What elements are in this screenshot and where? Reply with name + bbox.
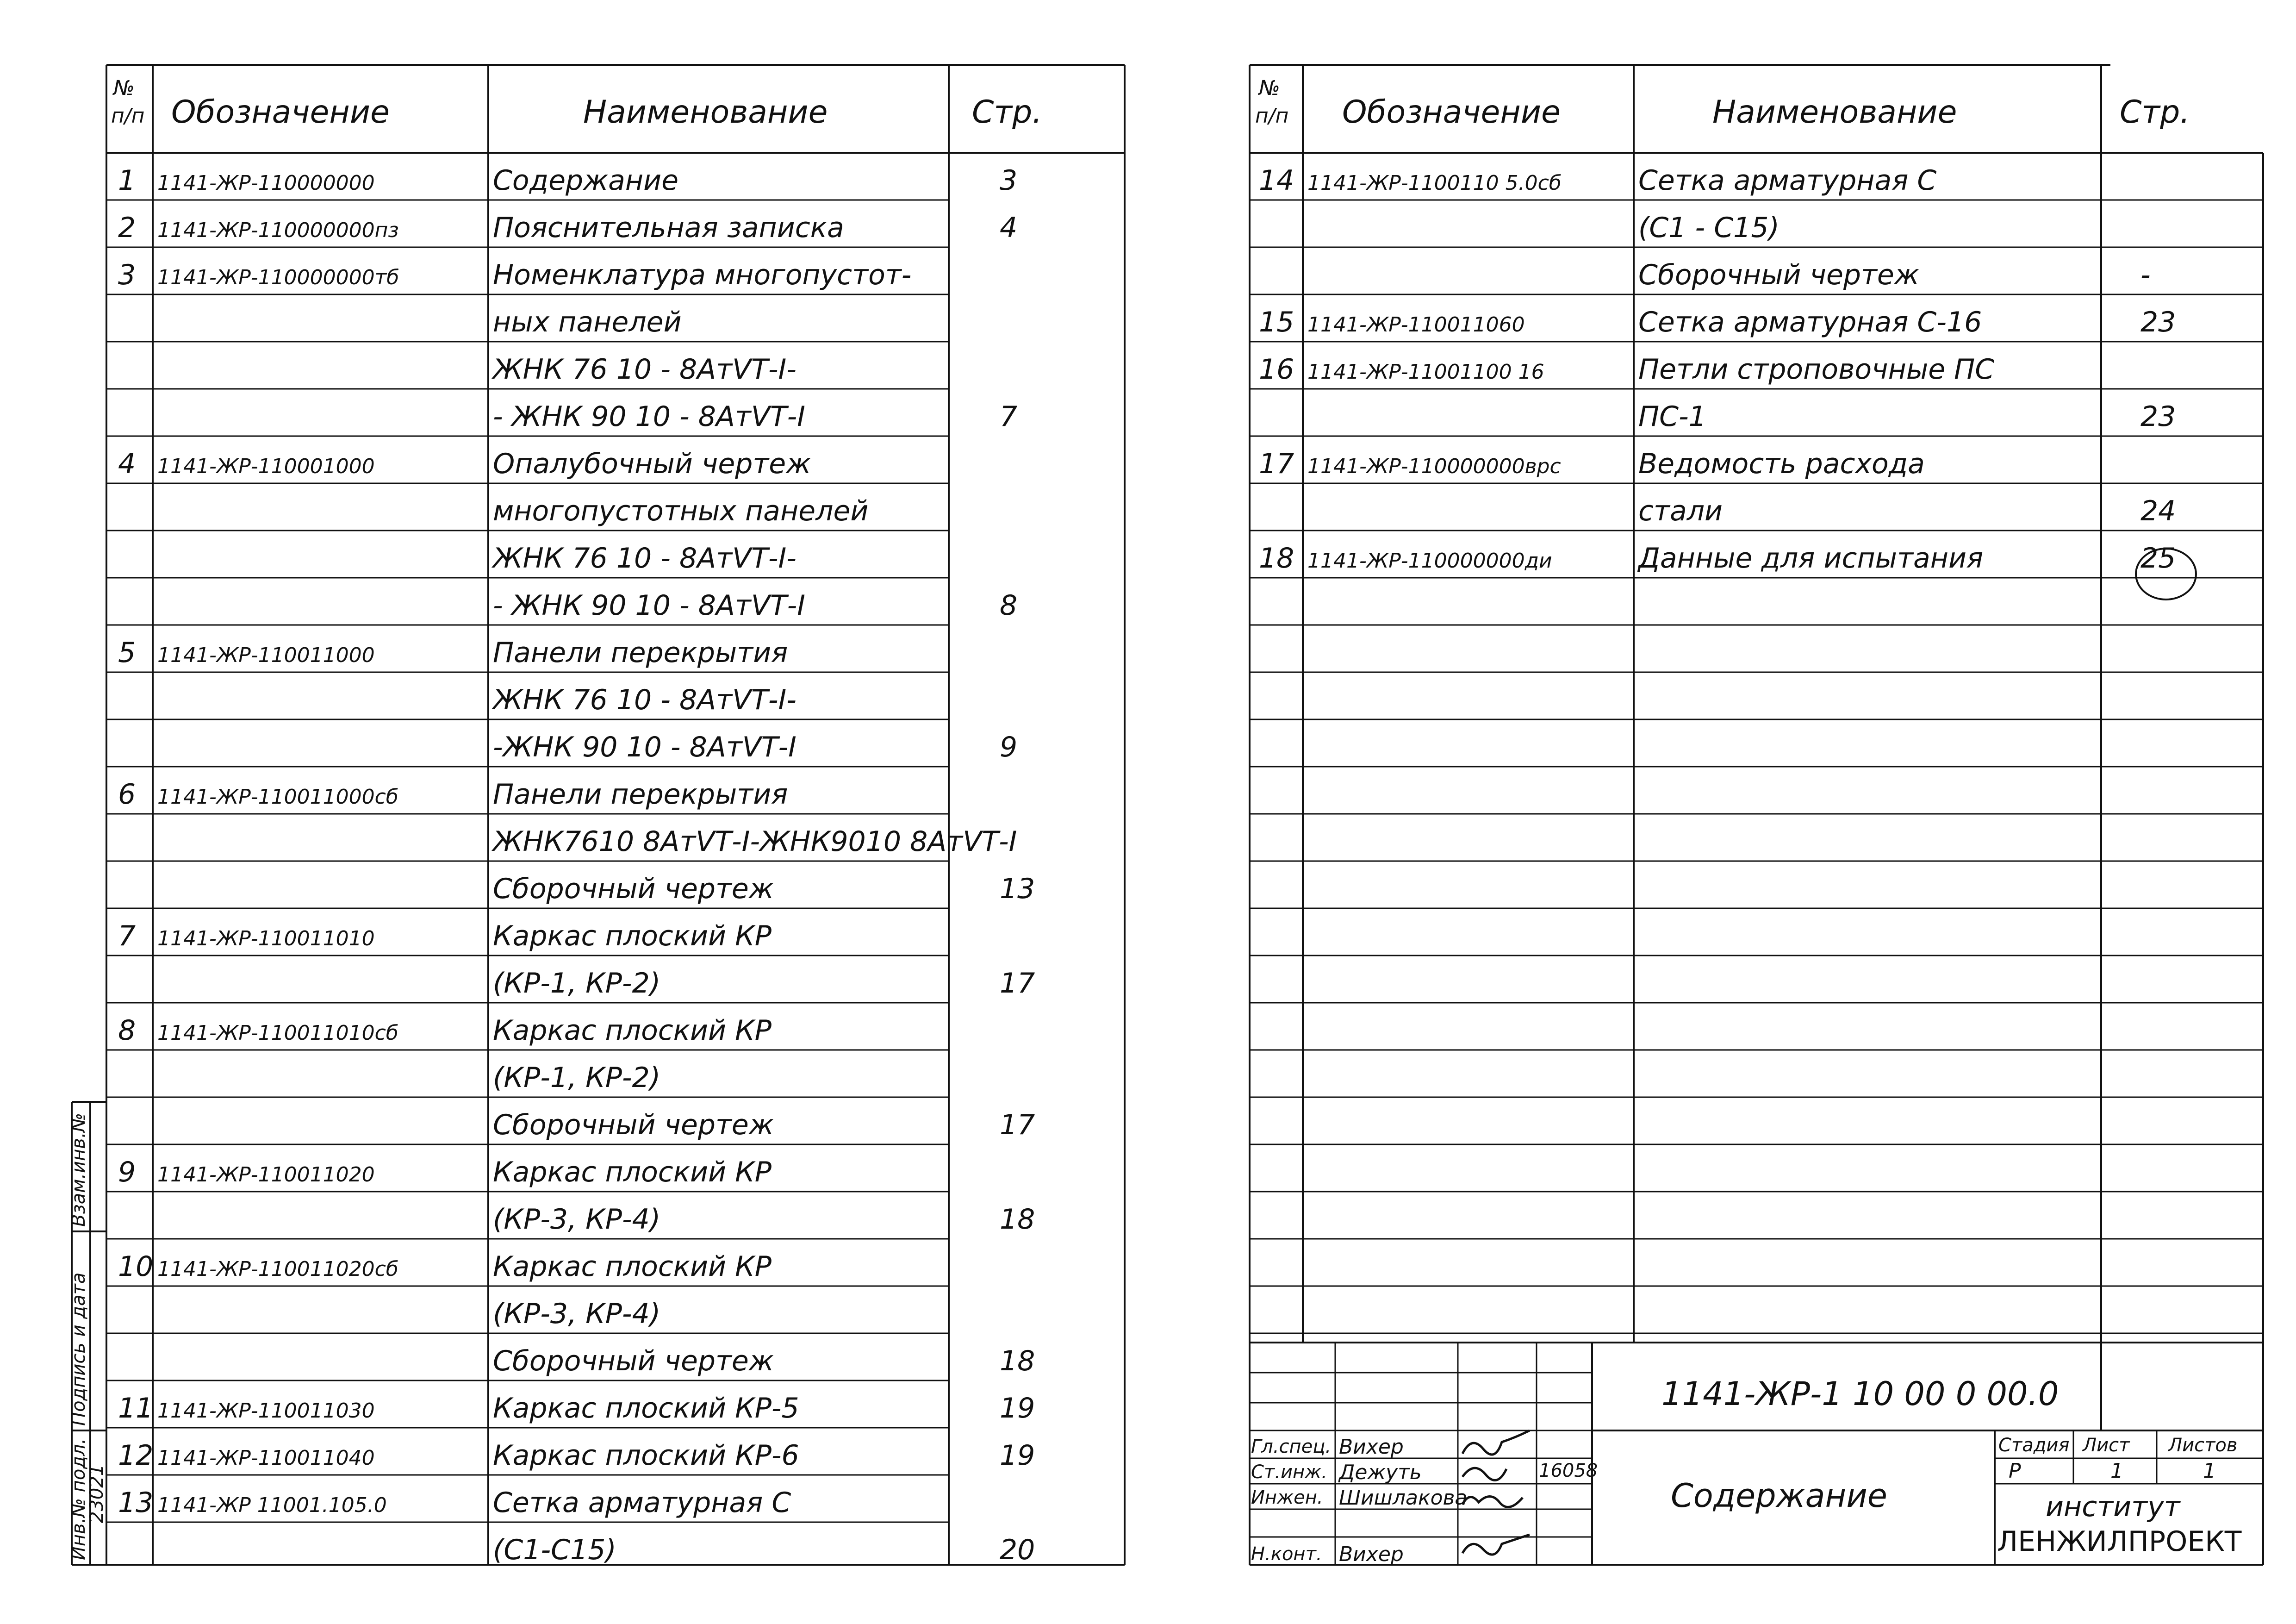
row-name: Каркас плоский КР [493, 1250, 772, 1283]
stage-value: Р [2009, 1459, 2021, 1483]
row-number: 7 [118, 920, 136, 952]
row-designation: 1141-ЖР-11001100 16 [1307, 360, 1544, 384]
row-name: - ЖНК 90 10 - 8АтⅤТ-I [493, 400, 805, 433]
row-designation: 1141-ЖР-110000000тб [157, 266, 399, 289]
row-name: ных панелей [493, 306, 682, 338]
signatory-role: Инжен. [1251, 1487, 1323, 1508]
sheet-label: Лист [2083, 1435, 2130, 1456]
row-name: ПС-1 [1638, 400, 1706, 433]
row-number: 2 [118, 212, 136, 244]
signatory-date: 16058 [1539, 1460, 1598, 1481]
row-name: - ЖНК 90 10 - 8АтⅤТ-I [493, 589, 805, 622]
drawing-code: 1141-ЖР-1 10 00 0 00.0 [1661, 1375, 2059, 1413]
row-name: (С1 - С15) [1638, 212, 1780, 244]
side-stamp-replace-label: Взам.инв.№ [68, 1112, 89, 1227]
row-designation: 1141-ЖР-1100110 5.0сб [1307, 171, 1562, 195]
left-header-num-bottom: п/п [111, 104, 145, 128]
row-number: 9 [118, 1156, 136, 1188]
row-designation: 1141-ЖР-110000000ди [1307, 549, 1552, 573]
row-name: (КР-1, КР-2) [493, 967, 661, 999]
right-header-designation: Обозначение [1342, 94, 1561, 131]
row-number: 17 [1259, 448, 1294, 480]
row-page: 13 [1000, 873, 1035, 905]
row-page: 19 [1000, 1392, 1035, 1424]
right-table-headers [1255, 76, 2190, 131]
right-header-name: Наименование [1712, 94, 1957, 131]
row-designation: 1141-ЖР-110011040 [157, 1446, 375, 1470]
row-name: (КР-1, КР-2) [493, 1062, 661, 1094]
row-page: 18 [1000, 1203, 1035, 1236]
row-name: Петли строповочные ПС [1638, 353, 1995, 386]
row-page: 23 [2140, 400, 2176, 433]
row-name: Сборочный чертеж [1638, 259, 1919, 291]
signatory-role: Н.конт. [1251, 1543, 1322, 1565]
row-name: Сетка арматурная С-16 [1638, 306, 1982, 338]
signatory-role: Ст.инж. [1251, 1462, 1327, 1483]
signature-strokes [1462, 1430, 1530, 1555]
row-number: 13 [118, 1487, 154, 1519]
sheets-value: 1 [2203, 1459, 2216, 1483]
row-page: 25 [2140, 542, 2176, 575]
row-name: Содержание [493, 164, 679, 197]
row-name: -ЖНК 90 10 - 8АтⅤТ-I [493, 731, 796, 763]
row-designation: 1141-ЖР-110011000 [157, 643, 375, 667]
row-name: Сетка арматурная С [1638, 164, 1937, 197]
row-designation: 1141-ЖР-110011060 [1307, 313, 1525, 337]
row-name: ЖНК 76 10 - 8АтⅤТ-I- [493, 542, 796, 575]
row-page: 17 [1000, 1109, 1035, 1141]
row-designation: 1141-ЖР-110000000 [157, 171, 375, 195]
row-name: (С1-С15) [493, 1534, 616, 1566]
signatory-role: Гл.спец. [1251, 1436, 1332, 1457]
row-designation: 1141-ЖР-110000000пз [157, 219, 399, 242]
row-number: 10 [118, 1250, 154, 1283]
row-name: Каркас плоский КР [493, 1014, 772, 1047]
row-number: 8 [118, 1014, 136, 1047]
row-name: стали [1638, 495, 1723, 527]
row-name: Ведомость расхода [1638, 448, 1925, 480]
row-name: Сборочный чертеж [493, 1345, 774, 1377]
row-designation: 1141-ЖР-110011020сб [157, 1257, 398, 1281]
institute-name: ЛЕНЖИЛПРОЕКТ [1997, 1525, 2242, 1558]
row-name: Каркас плоский КР [493, 1156, 772, 1188]
row-designation: 1141-ЖР-110011020 [157, 1163, 375, 1187]
row-designation: 1141-ЖР-110011010сб [157, 1021, 398, 1045]
row-name: Опалубочный чертеж [493, 448, 811, 480]
sheets-label: Листов [2168, 1435, 2238, 1456]
row-number: 12 [118, 1439, 154, 1472]
stage-label: Стадия [1998, 1435, 2070, 1456]
row-page: 17 [1000, 967, 1035, 999]
row-page: - [2140, 259, 2151, 291]
row-name: (КР-3, КР-4) [493, 1203, 661, 1236]
row-page: 23 [2140, 306, 2176, 338]
row-name: Сетка арматурная С [493, 1487, 791, 1519]
institute-label: институт [2046, 1491, 2180, 1523]
sheet-value: 1 [2110, 1459, 2123, 1483]
side-stamp-signature-label: Подпись и дата [68, 1272, 89, 1426]
row-number: 15 [1259, 306, 1294, 338]
drawing-title: Содержание [1671, 1477, 1887, 1515]
row-name: Пояснительная записка [493, 212, 844, 244]
row-designation: 1141-ЖР-110011030 [157, 1399, 375, 1423]
signatory-name: Вихер [1339, 1543, 1404, 1566]
left-header-name: Наименование [583, 94, 828, 131]
row-page: 19 [1000, 1439, 1035, 1472]
row-name: ЖНК 76 10 - 8АтⅤТ-I- [493, 353, 796, 386]
row-name: Каркас плоский КР [493, 920, 772, 952]
row-designation: 1141-ЖР 11001.105.0 [157, 1493, 387, 1517]
row-name: ЖНК7610 8АтⅤТ-I-ЖНК9010 8АтⅤТ-I [493, 825, 1017, 858]
svg-text:п/п: п/п [1255, 104, 1289, 128]
signatories [1251, 1435, 1598, 1566]
row-page: 8 [1000, 589, 1018, 622]
row-designation: 1141-ЖР-110011000сб [157, 785, 398, 809]
row-name: Номенклатура многопустот- [493, 259, 912, 291]
row-page: 9 [1000, 731, 1018, 763]
left-header-num-top: № [113, 76, 135, 100]
row-page: 18 [1000, 1345, 1035, 1377]
row-name: (КР-3, КР-4) [493, 1298, 661, 1330]
left-table-rows [118, 164, 1035, 1566]
left-table-headers [111, 76, 1042, 131]
row-name: Панели перекрытия [493, 778, 788, 811]
row-designation: 1141-ЖР-110001000 [157, 455, 375, 478]
row-number: 11 [118, 1392, 154, 1424]
row-name: Сборочный чертеж [493, 1109, 774, 1141]
row-designation: 1141-ЖР-110011010 [157, 927, 375, 950]
right-table-rows [1259, 164, 2176, 575]
row-name: Панели перекрытия [493, 637, 788, 669]
right-header-page: Стр. [2120, 94, 2190, 131]
row-page: 3 [1000, 164, 1018, 197]
row-name: Сборочный чертеж [493, 873, 774, 905]
side-stamp-inv-label: Инв.№ подл. [68, 1438, 89, 1560]
row-number: 3 [118, 259, 136, 291]
row-number: 1 [118, 164, 136, 197]
row-number: 18 [1259, 542, 1294, 575]
row-designation: 1141-ЖР-110000000врс [1307, 455, 1561, 478]
row-page: 24 [2140, 495, 2176, 527]
svg-text:№: № [1259, 76, 1280, 100]
row-number: 16 [1259, 353, 1294, 386]
row-page: 4 [1000, 212, 1018, 244]
row-page: 7 [1000, 400, 1018, 433]
row-name: многопустотных панелей [493, 495, 869, 527]
row-name: Данные для испытания [1638, 542, 1984, 575]
left-header-designation: Обозначение [171, 94, 390, 131]
signatory-name: Вихер [1339, 1435, 1404, 1459]
row-name: Каркас плоский КР-6 [493, 1439, 799, 1472]
row-number: 5 [118, 637, 136, 669]
row-number: 14 [1259, 164, 1294, 197]
row-name: Каркас плоский КР-5 [493, 1392, 799, 1424]
side-stamp-inv-number: 23021 [86, 1464, 107, 1523]
signatory-name: Дежуть [1339, 1461, 1422, 1484]
row-number: 6 [118, 778, 136, 811]
row-page: 20 [1000, 1534, 1035, 1566]
row-number: 4 [118, 448, 136, 480]
row-name: ЖНК 76 10 - 8АтⅤТ-I- [493, 684, 796, 716]
signatory-name: Шишлакова [1339, 1486, 1468, 1510]
left-header-page: Стр. [972, 94, 1042, 131]
